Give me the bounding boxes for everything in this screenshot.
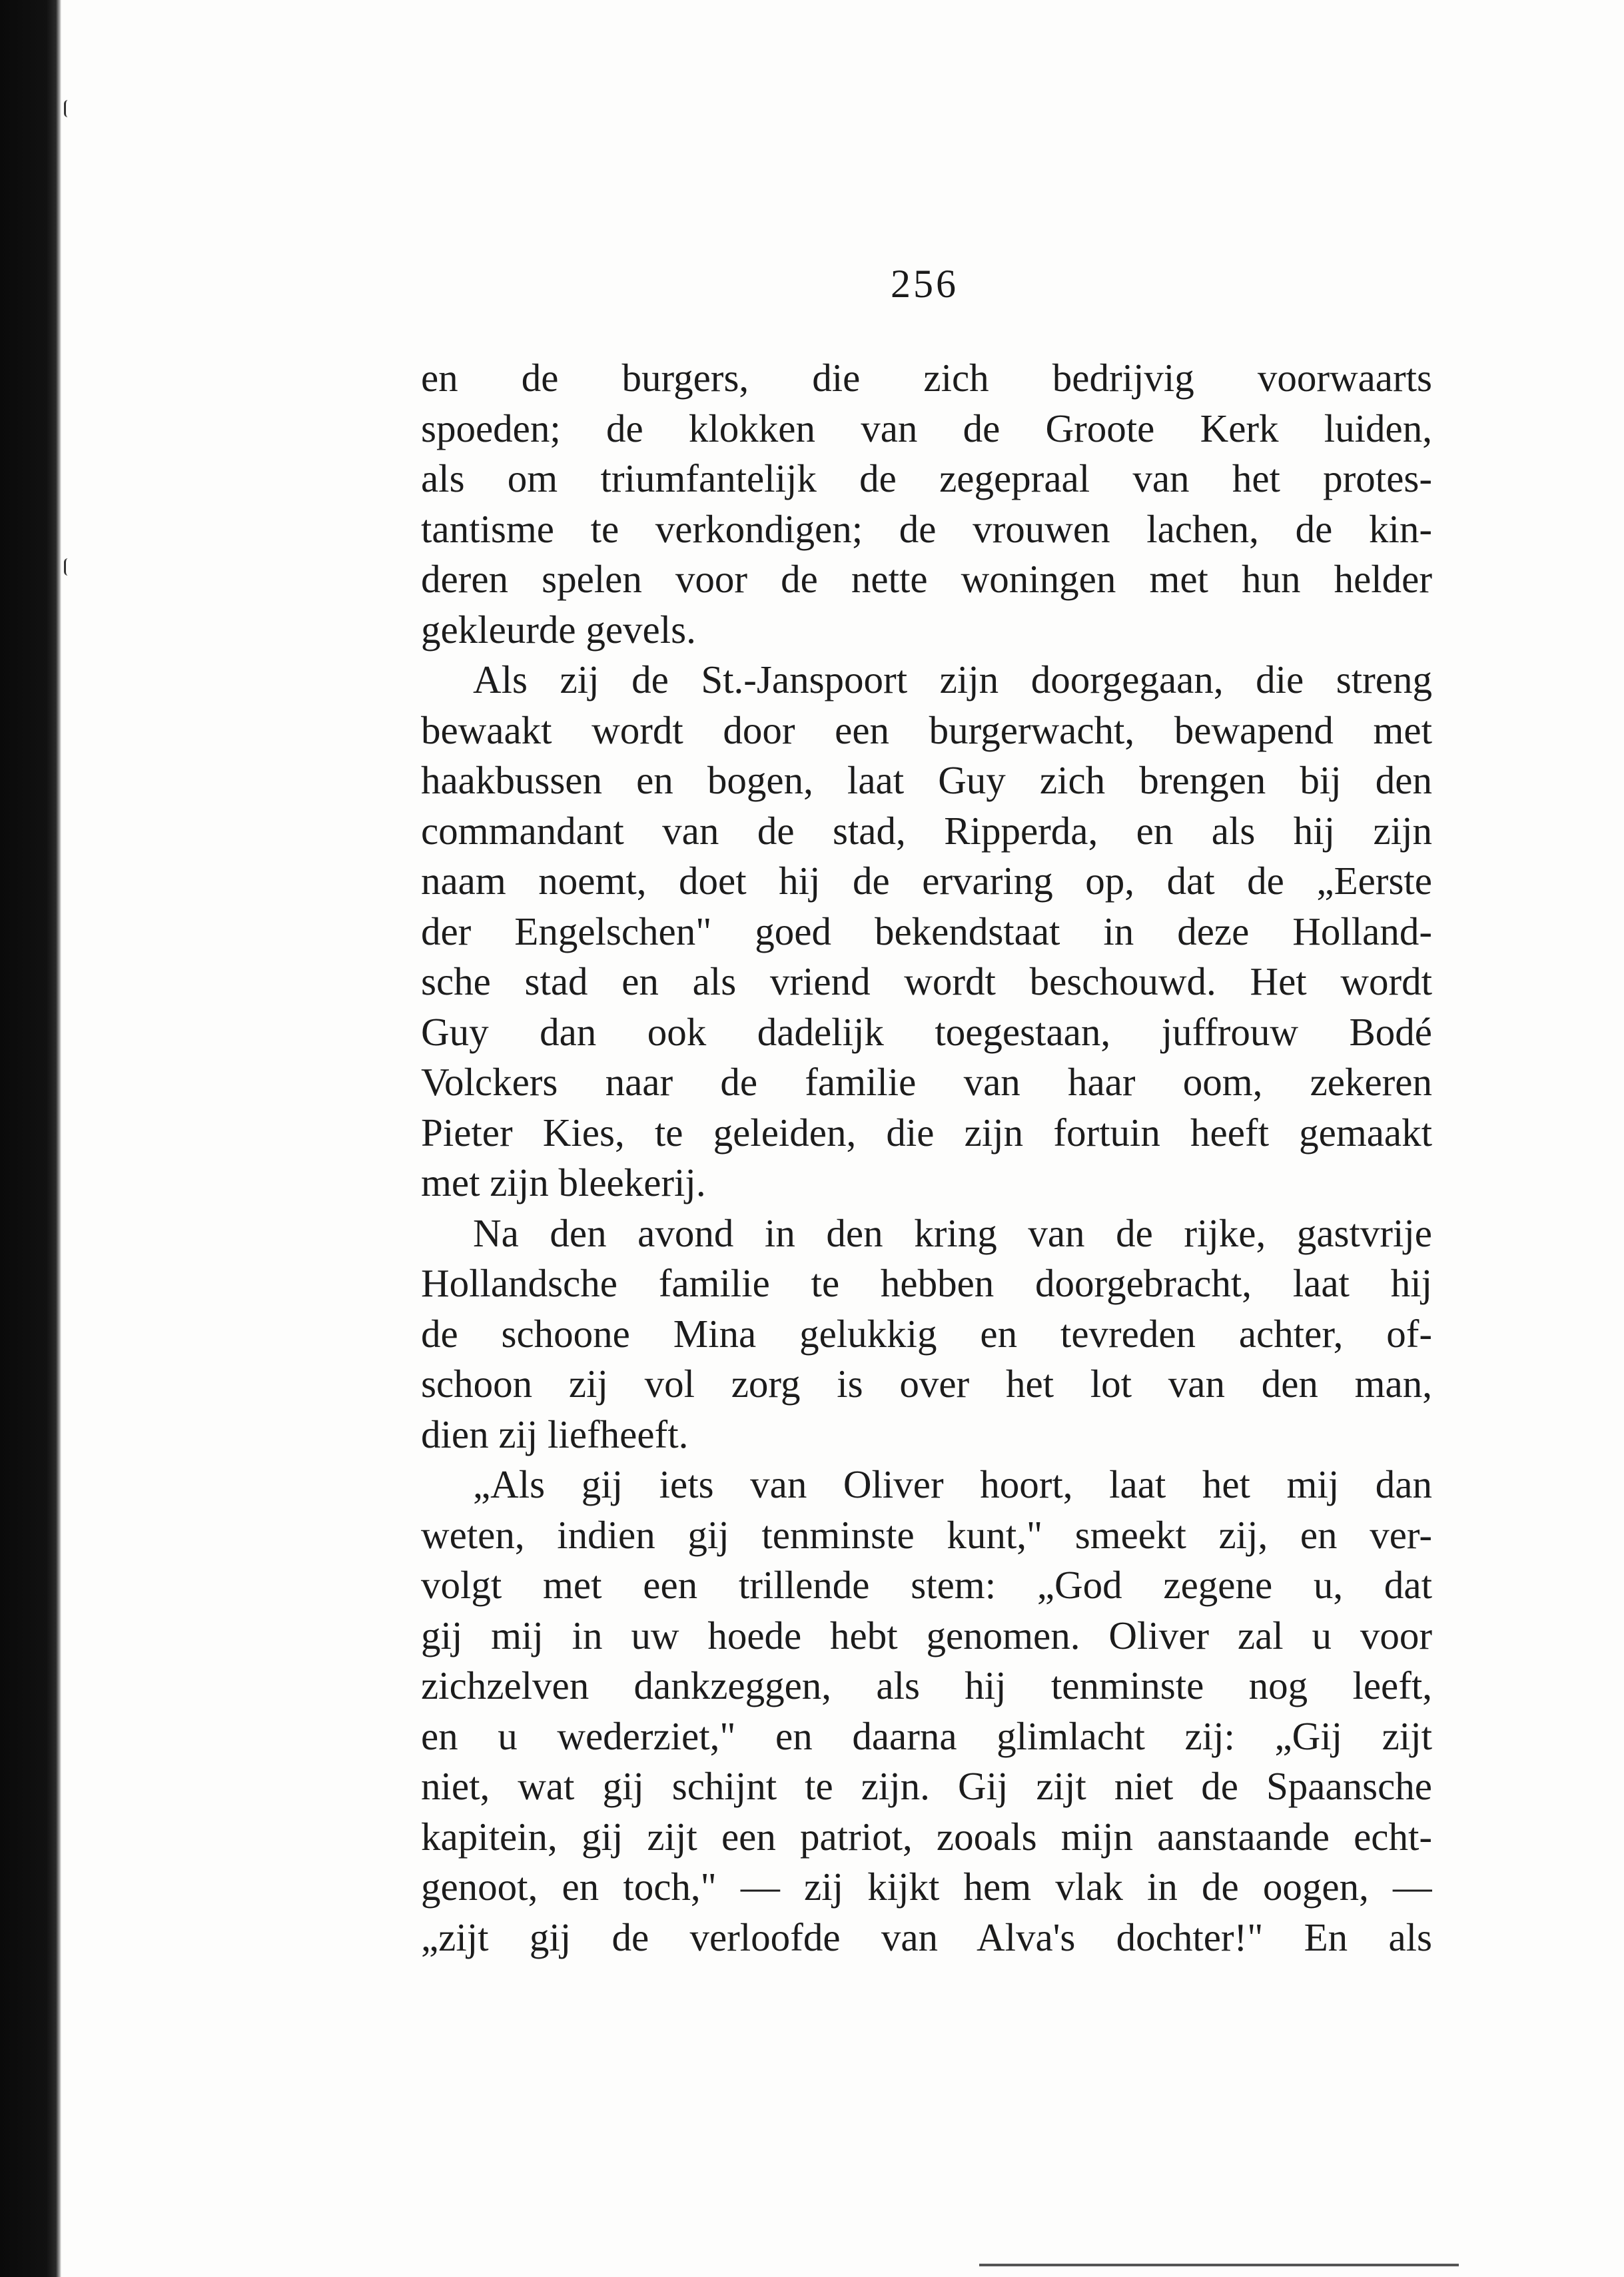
text-line: tantisme te verkondigen; de vrouwen lachen, de kin- (421, 506, 1432, 551)
text-line: „zijt gij de verloofde van Alva's dochter!" En als (421, 1915, 1432, 1959)
text-line: en de burgers, die zich bedrijvig voorwaarts (421, 356, 1432, 400)
text-line: als om triumfantelijk de zegepraal van het protes- (421, 456, 1432, 500)
text-line: en u wederziet," en daarna glimlacht zij: „Gij zijt (421, 1713, 1432, 1758)
text-line: gij mij in uw hoede hebt genomen. Oliver zal u voor (421, 1613, 1432, 1657)
text-line: commandant van de stad, Ripperda, en als hij zijn (421, 808, 1432, 853)
text-line: naam noemt, doet hij de ervaring op, dat de „Eerste (421, 859, 1432, 903)
text-line: niet, wat gij schijnt te zijn. Gij zijt niet de Spaansche (421, 1764, 1432, 1808)
text-line: volgt met een trillende stem: „God zegene u, dat (421, 1563, 1432, 1607)
book-binding-edge (0, 0, 61, 2277)
text-line: der Engelschen" goed bekendstaat in deze Holland- (421, 909, 1432, 953)
text-line: met zijn bleekerij. (421, 1160, 706, 1204)
text-line: sche stad en als vriend wordt beschouwd. Het wordt (421, 959, 1432, 1003)
text-line: Na den avond in den kring van de rijke, gastvrije (473, 1210, 1432, 1255)
text-line: spoeden; de klokken van de Groote Kerk luiden, (421, 406, 1432, 450)
text-line: Volckers naar de familie van haar oom, zekeren (421, 1060, 1432, 1104)
text-line: bewaakt wordt door een burgerwacht, bewapend met (421, 707, 1432, 752)
text-line: Guy dan ook dadelijk toegestaan, juffrouw Bodé (421, 1009, 1432, 1054)
binding-mark (64, 558, 73, 576)
text-line: genoot, en toch," — zij kijkt hem vlak in de oogen, — (421, 1865, 1432, 1909)
text-line: gekleurde gevels. (421, 607, 696, 652)
text-line: Als zij de St.-Janspoort zijn doorgegaan, die streng (473, 658, 1432, 701)
text-line: Pieter Kies, te geleiden, die zijn fortuin heeft gemaakt (421, 1110, 1432, 1154)
text-line: dien zij liefheeft. (421, 1412, 689, 1456)
text-line: Hollandsche familie te hebben doorgebracht, laat hij (421, 1261, 1432, 1305)
binding-mark (64, 100, 73, 117)
text-line: weten, indien gij tenminste kunt," smeekt zij, en ver- (421, 1512, 1432, 1557)
text-line: kapitein, gij zijt een patriot, zooals mijn aanstaande echt- (421, 1814, 1432, 1859)
text-line: haakbussen en bogen, laat Guy zich brengen bij den (421, 758, 1432, 802)
text-line: zichzelven dankzeggen, als hij tenminste nog leeft, (421, 1663, 1432, 1707)
text-line: de schoone Mina gelukkig en tevreden achter, of- (421, 1311, 1432, 1356)
text-line: schoon zij vol zorg is over het lot van den man, (421, 1362, 1432, 1406)
text-line: „Als gij iets van Oliver hoort, laat het mij dan (473, 1462, 1432, 1506)
bottom-rule (979, 2264, 1459, 2266)
body-text (421, 353, 1432, 1963)
text-line: deren spelen voor de nette woningen met hun helder (421, 557, 1432, 601)
page-number: 256 (891, 262, 959, 306)
